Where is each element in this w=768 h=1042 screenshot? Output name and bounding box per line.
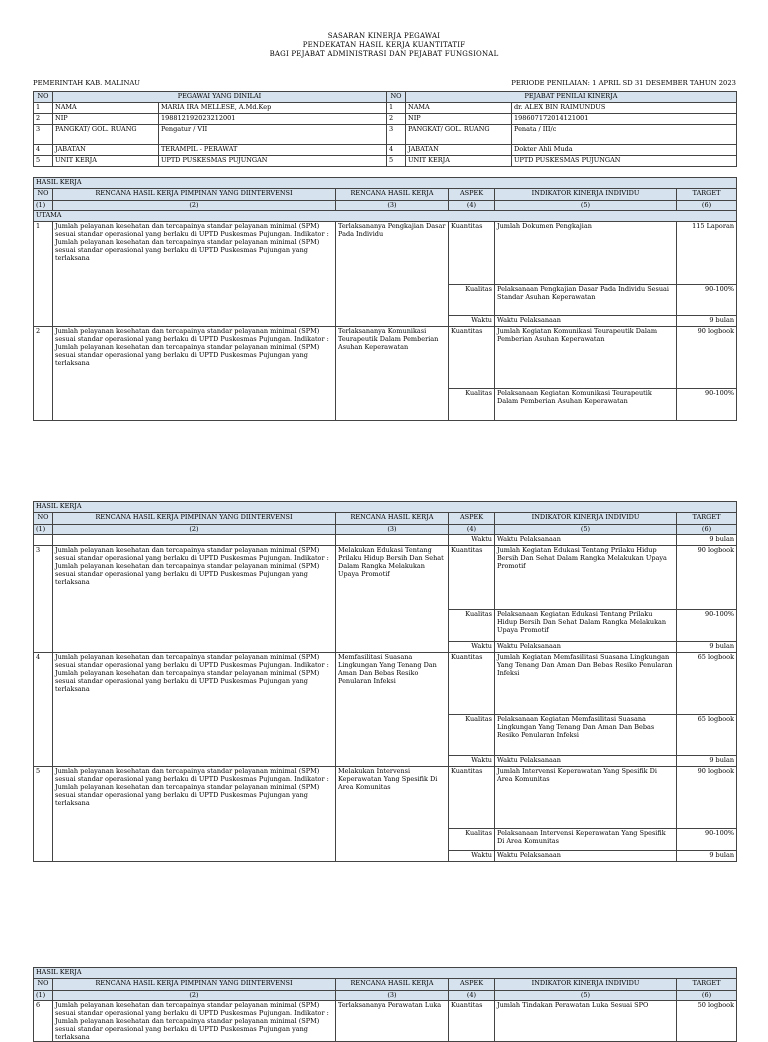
row-label: NAMA [406, 103, 512, 114]
row-label: UNIT KERJA [406, 156, 512, 167]
col-target: TARGET [677, 189, 737, 201]
indikator: Jumlah Kegiatan Edukasi Tentang Prilaku Hidup Bersih Dan Sehat Dalam Rangka Melakukan Upaya Promotif [495, 546, 677, 610]
target: 90-100% [677, 829, 737, 851]
target: 90-100% [677, 389, 737, 421]
aspek-waktu: Waktu [449, 642, 495, 653]
row-label: NIP [53, 114, 159, 125]
target: 9 bulan [677, 316, 737, 327]
num-4: (4) [449, 991, 495, 1001]
col-indikator: INDIKATOR KINERJA INDIVIDU [495, 979, 677, 991]
row-no: 2 [387, 114, 406, 125]
item-rencana: Melakukan Edukasi Tentang Prilaku Hidup Bersih Dan Sehat Dalam Rangka Melakukan Upaya Promotif [336, 546, 449, 653]
target: 90 logbook [677, 546, 737, 610]
col-no: NO [34, 979, 53, 991]
row-no: 5 [387, 156, 406, 167]
row-value: Dokter Ahli Muda [512, 145, 737, 156]
target: 9 bulan [677, 756, 737, 767]
target: 9 bulan [677, 642, 737, 653]
col-aspek: ASPEK [449, 513, 495, 525]
target: 90 logbook [677, 767, 737, 829]
item-no: 6 [34, 1001, 53, 1042]
col-rencana: RENCANA HASIL KERJA [336, 513, 449, 525]
num-5: (5) [495, 201, 677, 211]
row-no: 1 [34, 103, 53, 114]
col-penilai: PEJABAT PENILAI KINERJA [406, 92, 737, 103]
target: 90-100% [677, 610, 737, 642]
utama-label: UTAMA [34, 211, 737, 222]
indikator: Pelaksanaan Kegiatan Edukasi Tentang Prilaku Hidup Bersih Dan Sehat Dalam Rangka Melakukan Upaya Promotif [495, 610, 677, 642]
item-pimpinan: Jumlah pelayanan kesehatan dan tercapainya standar pelayanan minimal (SPM) sesuai standar operasional yang berlaku di UPTD Puskesmas Pujungan. Indikator : Jumlah pelayanan kesehatan dan tercapainya standar pelayanan minimal (SPM) sesuai standar operasional yang berlaku di UPTD Puskesmas Pujungan yang terlaksana [53, 1001, 336, 1042]
doc-title-3: BAGI PEJABAT ADMINISTRASI DAN PEJABAT FUNGSIONAL [269, 50, 499, 58]
row-value: dr. ALEX BIN RAIMUNDUS [512, 103, 737, 114]
num-6: (6) [677, 525, 737, 535]
periode-label: PERIODE PENILAIAN: 1 APRIL SD 31 DESEMBER TAHUN 2023 [511, 79, 736, 87]
aspek-kuantitas: Kuantitas [449, 653, 495, 715]
col-aspek: ASPEK [449, 979, 495, 991]
row-no: 4 [34, 145, 53, 156]
num-4: (4) [449, 201, 495, 211]
row-no: 1 [387, 103, 406, 114]
aspek-waktu: Waktu [449, 756, 495, 767]
indikator: Jumlah Intervensi Keperawatan Yang Spesifik Di Area Komunitas [495, 767, 677, 829]
row-no: 3 [34, 125, 53, 145]
indikator: Pelaksanaan Kegiatan Komunikasi Teurapeutik Dalam Pemberian Asuhan Keperawatan [495, 389, 677, 421]
aspek-kuantitas: Kuantitas [449, 1001, 495, 1042]
item-rencana: Terlaksananya Pengkajian Dasar Pada Individu [336, 222, 449, 327]
col-no: NO [34, 189, 53, 201]
indikator: Pelaksanaan Pengkajian Dasar Pada Individu Sesuai Standar Asuhan Keperawatan [495, 285, 677, 316]
document-header [0, 32, 768, 59]
indikator: Jumlah Kegiatan Komunikasi Teurapeutik Dalam Pemberian Asuhan Keperawatan [495, 327, 677, 389]
col-rencana: RENCANA HASIL KERJA [336, 979, 449, 991]
item-no: 4 [34, 653, 53, 767]
item-no: 5 [34, 767, 53, 862]
doc-title-1: SASARAN KINERJA PEGAWAI [327, 32, 441, 40]
hasil-table-3 [33, 967, 737, 1042]
indikator: Jumlah Kegiatan Memfasilitasi Suasana Lingkungan Yang Tenang Dan Aman Dan Bebas Resiko Penularan Infeksi [495, 653, 677, 715]
num-2: (2) [53, 201, 336, 211]
num-2: (2) [53, 991, 336, 1001]
item-pimpinan: Jumlah pelayanan kesehatan dan tercapainya standar pelayanan minimal (SPM) sesuai standar operasional yang berlaku di UPTD Puskesmas Pujungan. Indikator : Jumlah pelayanan kesehatan dan tercapainya standar pelayanan minimal (SPM) sesuai standar operasional yang berlaku di UPTD Puskesmas Pujungan yang terlaksana [53, 653, 336, 767]
row-label: UNIT KERJA [53, 156, 159, 167]
num-1: (1) [34, 525, 53, 535]
num-3: (3) [336, 991, 449, 1001]
col-target: TARGET [677, 513, 737, 525]
row-label: NAMA [53, 103, 159, 114]
aspek-kualitas: Kualitas [449, 610, 495, 642]
row-value: 198812192023212001 [159, 114, 387, 125]
target: 90-100% [677, 285, 737, 316]
doc-title-2: PENDEKATAN HASIL KERJA KUANTITATIF [302, 41, 466, 49]
aspek-kuantitas: Kuantitas [449, 767, 495, 829]
item-pimpinan: Jumlah pelayanan kesehatan dan tercapainya standar pelayanan minimal (SPM) sesuai standar operasional yang berlaku di UPTD Puskesmas Pujungan. Indikator : Jumlah pelayanan kesehatan dan tercapainya standar pelayanan minimal (SPM) sesuai standar operasional yang berlaku di UPTD Puskesmas Pujungan yang terlaksana [53, 222, 336, 327]
indikator: Waktu Pelaksanaan [495, 535, 677, 546]
row-value: 198607172014121001 [512, 114, 737, 125]
num-3: (3) [336, 201, 449, 211]
aspek-kuantitas: Kuantitas [449, 546, 495, 610]
item-no: 3 [34, 546, 53, 653]
target: 50 logbook [677, 1001, 737, 1042]
section-title: HASIL KERJA [34, 502, 737, 513]
col-no-2: NO [387, 92, 406, 103]
section-title: HASIL KERJA [34, 968, 737, 979]
aspek-waktu: Waktu [449, 535, 495, 546]
empty-cell [336, 535, 449, 546]
item-rencana: Memfasilitasi Suasana Lingkungan Yang Tenang Dan Aman Dan Bebas Resiko Penularan Infeksi [336, 653, 449, 767]
col-rencana: RENCANA HASIL KERJA [336, 189, 449, 201]
aspek-kualitas: Kualitas [449, 389, 495, 421]
aspek-kualitas: Kualitas [449, 715, 495, 756]
indikator: Waktu Pelaksanaan [495, 756, 677, 767]
item-rencana: Terlaksananya Komunikasi Teurapeutik Dalam Pemberian Asuhan Keperawatan [336, 327, 449, 421]
col-dinilai: PEGAWAI YANG DINILAI [53, 92, 387, 103]
pemerintah-label: PEMERINTAH KAB. MALINAU [33, 79, 141, 87]
row-label: PANGKAT/ GOL. RUANG [406, 125, 512, 145]
col-pimpinan: RENCANA HASIL KERJA PIMPINAN YANG DIINTERVENSI [53, 979, 336, 991]
indikator: Pelaksanaan Intervensi Keperawatan Yang Spesifik Di Area Komunitas [495, 829, 677, 851]
row-value: UPTD PUSKESMAS PUJUNGAN [159, 156, 387, 167]
col-pimpinan: RENCANA HASIL KERJA PIMPINAN YANG DIINTERVENSI [53, 189, 336, 201]
item-rencana: Terlaksananya Perawatan Luka [336, 1001, 449, 1042]
aspek-kualitas: Kualitas [449, 829, 495, 851]
item-pimpinan: Jumlah pelayanan kesehatan dan tercapainya standar pelayanan minimal (SPM) sesuai standar operasional yang berlaku di UPTD Puskesmas Pujungan. Indikator : Jumlah pelayanan kesehatan dan tercapainya standar pelayanan minimal (SPM) sesuai standar operasional yang berlaku di UPTD Puskesmas Pujungan yang terlaksana [53, 767, 336, 862]
target: 65 logbook [677, 715, 737, 756]
target: 65 logbook [677, 653, 737, 715]
item-no: 2 [34, 327, 53, 421]
indikator: Waktu Pelaksanaan [495, 642, 677, 653]
num-5: (5) [495, 991, 677, 1001]
row-value: MARIA IRA MELLESE, A.Md.Kep [159, 103, 387, 114]
col-no: NO [34, 92, 53, 103]
col-indikator: INDIKATOR KINERJA INDIVIDU [495, 189, 677, 201]
col-pimpinan: RENCANA HASIL KERJA PIMPINAN YANG DIINTERVENSI [53, 513, 336, 525]
empty-cell [53, 535, 336, 546]
aspek-kuantitas: Kuantitas [449, 327, 495, 389]
col-indikator: INDIKATOR KINERJA INDIVIDU [495, 513, 677, 525]
num-1: (1) [34, 201, 53, 211]
row-label: PANGKAT/ GOL. RUANG [53, 125, 159, 145]
row-no: 5 [34, 156, 53, 167]
target: 115 Laporan [677, 222, 737, 285]
aspek-kuantitas: Kuantitas [449, 222, 495, 285]
num-2: (2) [53, 525, 336, 535]
row-label: JABATAN [53, 145, 159, 156]
num-6: (6) [677, 201, 737, 211]
target: 9 bulan [677, 851, 737, 862]
row-value: TERAMPIL - PERAWAT [159, 145, 387, 156]
col-target: TARGET [677, 979, 737, 991]
indikator: Jumlah Tindakan Perawatan Luka Sesuai SPO [495, 1001, 677, 1042]
indikator: Pelaksanaan Kegiatan Memfasilitasi Suasana Lingkungan Yang Tenang Dan Aman Dan Bebas Resiko Penularan Infeksi [495, 715, 677, 756]
num-4: (4) [449, 525, 495, 535]
col-no: NO [34, 513, 53, 525]
target: 90 logbook [677, 327, 737, 389]
item-no: 1 [34, 222, 53, 327]
row-value: Penata / III/c [512, 125, 737, 145]
row-no: 4 [387, 145, 406, 156]
item-rencana: Melakukan Intervensi Keperawatan Yang Spesifik Di Area Komunitas [336, 767, 449, 862]
empty-cell [34, 535, 53, 546]
indikator: Waktu Pelaksanaan [495, 316, 677, 327]
indikator: Waktu Pelaksanaan [495, 851, 677, 862]
hasil-table-1 [33, 177, 737, 421]
indikator: Jumlah Dokumen Pengkajian [495, 222, 677, 285]
row-no: 2 [34, 114, 53, 125]
col-aspek: ASPEK [449, 189, 495, 201]
item-pimpinan: Jumlah pelayanan kesehatan dan tercapainya standar pelayanan minimal (SPM) sesuai standar operasional yang berlaku di UPTD Puskesmas Pujungan. Indikator : Jumlah pelayanan kesehatan dan tercapainya standar pelayanan minimal (SPM) sesuai standar operasional yang berlaku di UPTD Puskesmas Pujungan yang terlaksana [53, 327, 336, 421]
aspek-waktu: Waktu [449, 316, 495, 327]
hasil-table-2 [33, 501, 737, 862]
num-1: (1) [34, 991, 53, 1001]
num-5: (5) [495, 525, 677, 535]
aspek-kualitas: Kualitas [449, 285, 495, 316]
target: 9 bulan [677, 535, 737, 546]
row-label: NIP [406, 114, 512, 125]
row-value: Pengatur / VII [159, 125, 387, 145]
num-3: (3) [336, 525, 449, 535]
section-title: HASIL KERJA [34, 178, 737, 189]
aspek-waktu: Waktu [449, 851, 495, 862]
pegawai-table [33, 91, 737, 167]
row-label: JABATAN [406, 145, 512, 156]
row-no: 3 [387, 125, 406, 145]
num-6: (6) [677, 991, 737, 1001]
item-pimpinan: Jumlah pelayanan kesehatan dan tercapainya standar pelayanan minimal (SPM) sesuai standar operasional yang berlaku di UPTD Puskesmas Pujungan. Indikator : Jumlah pelayanan kesehatan dan tercapainya standar pelayanan minimal (SPM) sesuai standar operasional yang berlaku di UPTD Puskesmas Pujungan yang terlaksana [53, 546, 336, 653]
row-value: UPTD PUSKESMAS PUJUNGAN [512, 156, 737, 167]
